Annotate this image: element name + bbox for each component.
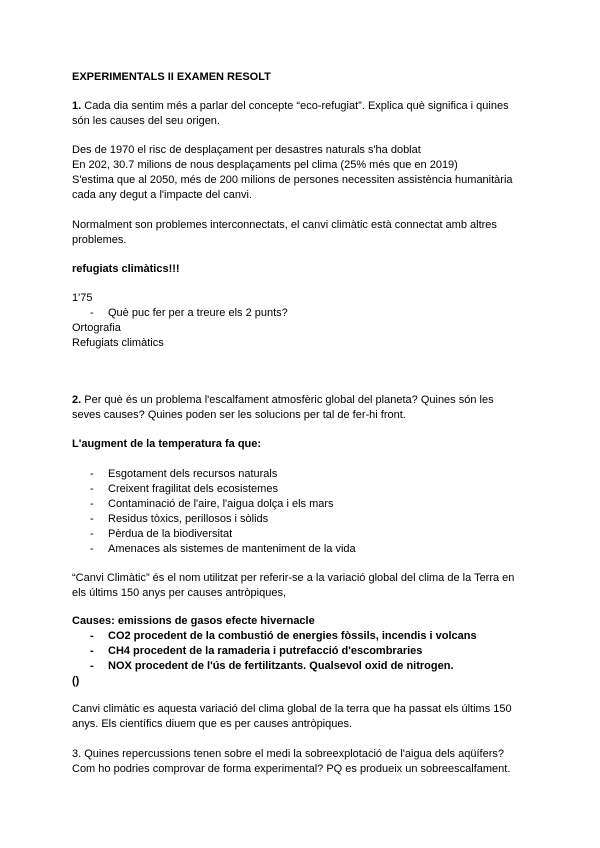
effect-bullet-dash: - [90,543,94,555]
effect-bullet: Pèrdua de la biodiversitat [108,528,233,540]
document-title: EXPERIMENTALS II EXAMEN RESOLT [72,71,271,83]
effect-bullet: Residus tòxics, perillosos i sòlids [108,513,269,525]
answer-1-para2-line-2: problemes. [72,234,127,246]
question-1-line-1 [72,99,509,114]
answer-1-line-2: En 202, 30.7 milions de nous desplaçaments pel clima (25% més que en 2019) [72,159,458,171]
empty-parens: () [72,675,80,687]
question-1-number: 1. [72,100,82,112]
effect-bullet: Creixent fragilitat dels ecosistemes [108,483,278,495]
question-3-line-2: Com ho podries comprovar de forma experimental? PQ es produeix un sobreescalfament. [72,763,511,775]
effect-bullet-dash: - [90,528,94,540]
effect-bullet-dash: - [90,468,94,480]
effect-bullet-dash: - [90,498,94,510]
cause-bullet-dash: - [90,645,94,657]
cause-bullet-dash: - [90,660,94,672]
answer-1-line-1: Des de 1970 el risc de desplaçament per desastres naturals s'ha doblat [72,144,421,156]
question-2-number: 2. [72,394,82,406]
conclusion-line-2: anys. Els científics diuem que es per causes antròpiques. [72,718,353,730]
answer-1-para2-line-1: Normalment son problemes interconnectats, el canvi climàtic està connectat amb altres [72,219,497,231]
answer-1-note-1: Ortografia [72,322,121,334]
effect-bullet: Contaminació de l'aire, l'aigua dolça i els mars [108,498,334,510]
answer-1-line-3: S'estima que al 2050, més de 200 milions de persones necessiten assistència humanitària [72,174,513,186]
question-3-line-1: 3. Quines repercussions tenen sobre el medi la sobreexplotació de l'aigua dels aqüífers? [72,748,504,760]
answer-1-bullet-dash: - [90,307,94,319]
question-2-line-2: seves causes? Quines poden ser les solucions per tal de fer-hi front. [72,409,406,421]
question-1-text-1: Cada dia sentim més a parlar del concepte “eco-refugiat”. Explica què significa i quines [84,100,509,112]
answer-1-bullet: Què puc fer per a treure els 2 punts? [108,307,288,319]
answer-1-heading: refugiats climàtics!!! [72,263,180,275]
definition-line-2: els últims 150 anys per causes antròpiques, [72,587,287,599]
effect-bullet: Esgotament dels recursos naturals [108,468,278,480]
cause-bullet: CO2 procedent de la combustió de energies fòssils, incendis i volcans [108,630,477,642]
question-1-line-2: són les causes del seu origen. [72,115,220,127]
question-2-text-1: Per què és un problema l'escalfament atmosfèric global del planeta? Quines són les [84,394,494,406]
answer-1-note-2: Refugiats climàtics [72,337,164,349]
definition-line-1: “Canvi Climàtic” és el nom utilitzat per referir-se a la variació global del clima de la Terra en [72,572,515,584]
cause-bullet: NOX procedent de l'ús de fertilitzants. Qualsevol oxid de nitrogen. [108,660,454,672]
effect-bullet: Amenaces als sistemes de manteniment de la vida [108,543,356,555]
cause-bullet-dash: - [90,630,94,642]
causes-heading: Causes: emissions de gasos efecte hivernacle [72,615,315,627]
question-2-line-1 [72,393,494,408]
effect-bullet-dash: - [90,483,94,495]
answer-2-heading: L'augment de la temperatura fa que: [72,438,262,450]
answer-1-line-4: cada any degut a l'impacte del canvi. [72,189,253,201]
answer-1-score: 1'75 [72,292,93,304]
cause-bullet: CH4 procedent de la ramaderia i putrefacció d'escombraries [108,645,423,657]
conclusion-line-1: Canvi climàtic es aquesta variació del clima global de la terra que ha passat els últims 150 [72,703,512,715]
effect-bullet-dash: - [90,513,94,525]
